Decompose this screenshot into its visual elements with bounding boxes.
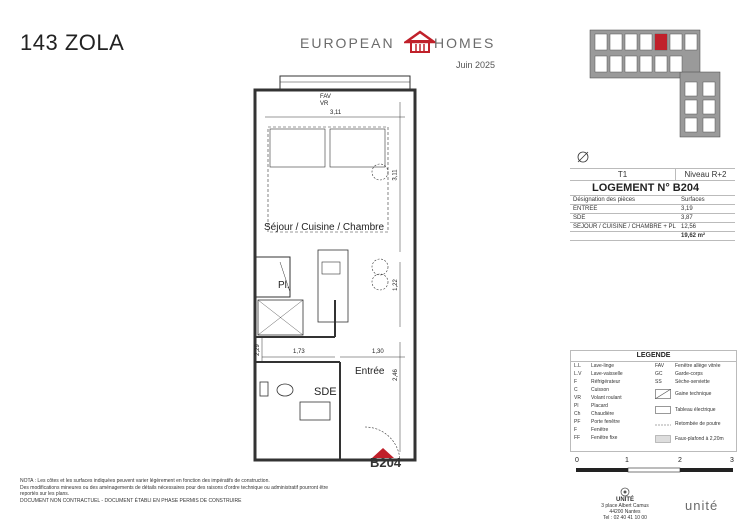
company-block <box>590 487 660 521</box>
legend-label: Sèche-serviette <box>675 379 710 385</box>
unit-type: T1 <box>617 170 628 179</box>
brand-logo <box>300 30 500 70</box>
company-logo: unité <box>685 498 719 513</box>
legend-code: VR <box>574 395 581 401</box>
note-line: NOTA : Les côtes et les surfaces indiquées peuvent varier légèrement en fonction des impératifs de construction. <box>20 478 270 484</box>
table-row <box>570 205 735 214</box>
document-date: Juin 2025 <box>456 60 496 70</box>
legend-label: Gaine technique <box>675 391 712 397</box>
key-plan <box>585 22 735 140</box>
legend-code: Ch <box>574 411 581 417</box>
legend-label: Retombée de poutre <box>675 421 721 427</box>
table-header <box>570 196 735 205</box>
unit-title: LOGEMENT N° B204 <box>570 181 735 196</box>
scale-bar <box>575 457 735 477</box>
legend-code: PF <box>574 419 581 425</box>
total-surface: 19,62 m² <box>681 233 706 239</box>
row-name: SEJOUR / CUISINE / CHAMBRE + PL <box>573 224 676 230</box>
col-designation: Désignation des pièces <box>573 197 636 203</box>
room-label-placard: Pl. <box>278 280 290 291</box>
legend-code: L.L <box>574 363 581 369</box>
row-surface: 12,56 <box>681 224 697 230</box>
note-line: Des modifications mineures ou des aménagements de détails nécessaires pour des raisons d'ordre technique ou administratif pourront être <box>20 484 329 491</box>
floor-plan <box>240 72 430 472</box>
tableau-symbol-icon <box>655 406 671 414</box>
legend-label: Lave-vaisselle <box>591 371 623 377</box>
company-name: UNITÉ <box>616 497 634 503</box>
scale-tick: 3 <box>730 457 734 464</box>
dim-bottom-right: 1,30 <box>372 349 384 355</box>
legend-label: Garde-corps <box>675 371 703 377</box>
unit-info-table <box>570 168 735 241</box>
room-label-living: Séjour / Cuisine / Chambre <box>264 222 385 233</box>
row-name: ENTREE <box>573 206 598 212</box>
company-emblem-icon <box>620 487 630 497</box>
faux-plafond-symbol-icon <box>655 435 671 443</box>
table-row-total <box>570 232 735 241</box>
project-title: 143 ZOLA <box>20 30 125 55</box>
gaine-symbol-icon <box>655 389 671 399</box>
legend-label: Lave-linge <box>591 363 615 369</box>
legend-label: Placard <box>591 403 608 409</box>
legend-label: Volant roulant <box>591 395 622 401</box>
unit-level: Niveau R+2 <box>675 169 735 180</box>
legend-code: GC <box>655 371 663 377</box>
table-row <box>570 223 735 232</box>
dim-top: 3,11 <box>330 110 342 116</box>
company-address-2: 44200 Nantes <box>609 509 641 515</box>
scale-tick: 1 <box>625 457 629 464</box>
room-label-bathroom: SDE <box>314 386 337 398</box>
brand-name-right: HOMES <box>434 35 496 51</box>
row-name <box>570 232 678 240</box>
retombee-symbol-icon <box>655 422 671 428</box>
brand-name-left: EUROPEAN <box>300 35 395 51</box>
scale-tick: 2 <box>678 457 682 464</box>
dim-bottom-left: 1,73 <box>293 349 305 355</box>
legend-label: Chaudière <box>591 411 615 417</box>
legend-label: Faux-plafond à 2,20m <box>675 436 724 442</box>
north-arrow-icon <box>576 150 590 164</box>
legend-code: F <box>574 379 578 385</box>
legend-label: Cuisson <box>591 387 610 393</box>
note-line: reportés sur les plans. <box>20 491 70 497</box>
legal-notes <box>20 478 350 504</box>
company-address-1: 3 place Albert Camus <box>601 503 649 509</box>
legend-label: Fenêtre allège vitrée <box>675 363 721 369</box>
dim-right-mid: 1,22 <box>392 279 399 291</box>
scale-bar-graphic <box>575 467 735 473</box>
room-label-entry: Entrée <box>355 366 385 377</box>
legend-code: SS <box>655 379 662 385</box>
legend-code: F <box>574 427 578 433</box>
legend-code: FF <box>574 435 581 441</box>
legend <box>570 350 737 452</box>
table-row <box>570 214 735 223</box>
legend-code: FAV <box>655 363 665 369</box>
company-phone: Tel : 02 40 41 10 00 <box>603 515 647 521</box>
scale-tick: 0 <box>575 457 579 464</box>
unit-tag: B204 <box>370 455 402 470</box>
floor-plan-drawing <box>240 72 430 472</box>
dim-left-small: 2,29 <box>254 344 261 356</box>
row-name: SDE <box>573 215 586 221</box>
legend-label: Fenêtre <box>591 427 609 433</box>
legend-title: LEGENDE <box>571 351 736 362</box>
legend-code: L.V <box>574 371 582 377</box>
highlighted-unit <box>655 34 667 50</box>
legend-label: Tableau électrique <box>675 407 716 413</box>
legend-code: C <box>574 387 578 393</box>
col-surfaces: Surfaces <box>681 197 705 203</box>
dim-right-lower: 2,46 <box>392 369 399 381</box>
note-line: DOCUMENT NON CONTRACTUEL - DOCUMENT ÉTABLI EN PHASE PERMIS DE CONSTRUIRE <box>20 497 242 504</box>
house-logo-icon <box>404 30 436 54</box>
window-code: FAV VR <box>320 94 331 107</box>
row-surface: 3,87 <box>681 215 693 221</box>
legend-label: Porte fenêtre <box>591 419 620 425</box>
dim-right-upper: 3,11 <box>392 169 399 181</box>
row-surface: 3,19 <box>681 206 693 212</box>
legend-label: Fenêtre fixe <box>591 435 618 441</box>
legend-code: Pl <box>574 403 579 409</box>
legend-label: Réfrigérateur <box>591 379 621 385</box>
